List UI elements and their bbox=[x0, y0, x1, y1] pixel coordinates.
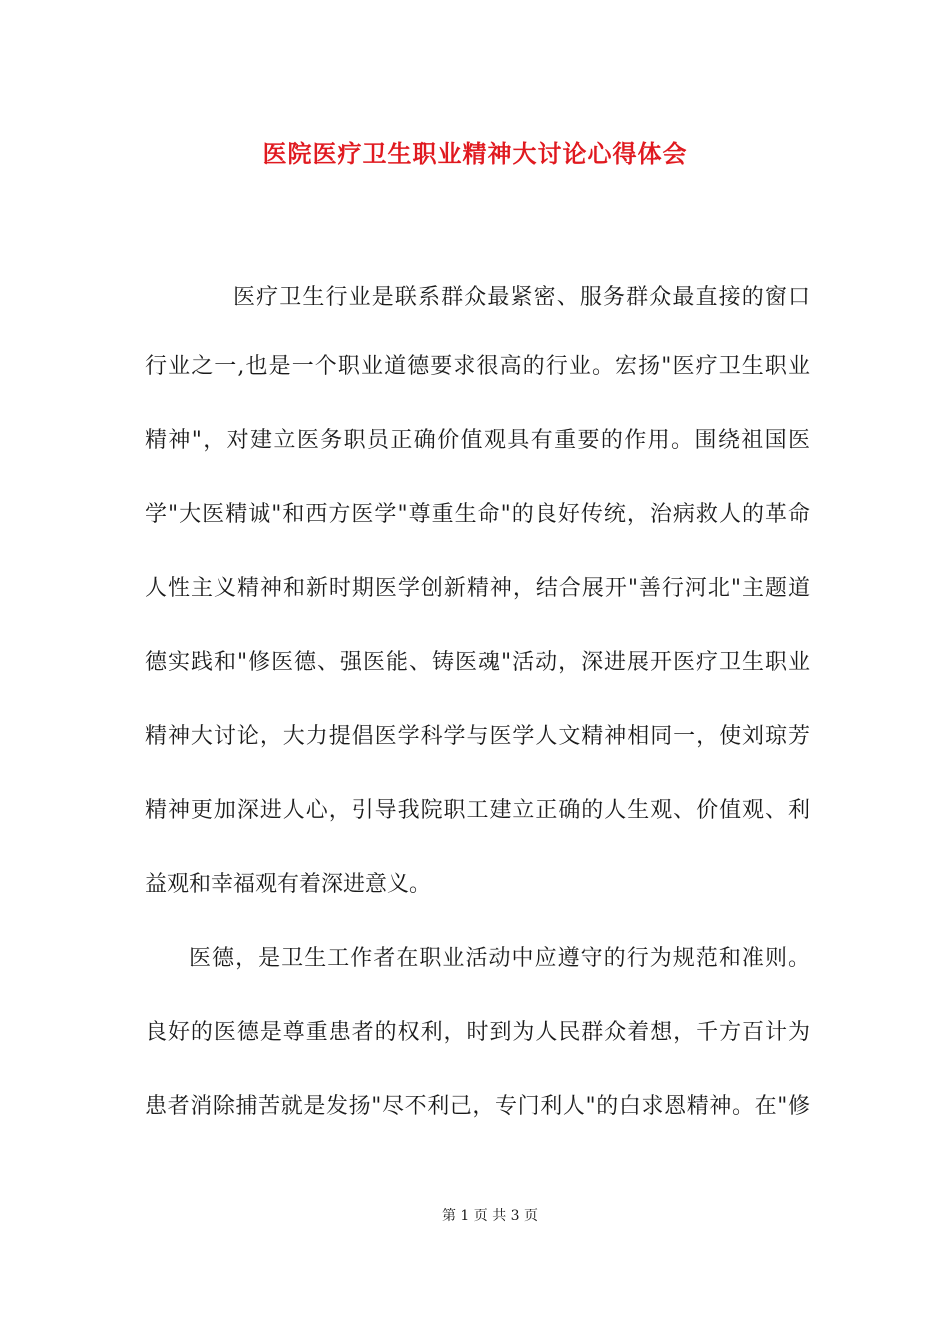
paragraph-line: 德实践和"修医德、强医能、铸医魂"活动，深进展开医疗卫生职业 bbox=[145, 650, 810, 675]
paragraph-line: 医德，是卫生工作者在职业活动中应遵守的行为规范和准则。 bbox=[189, 946, 810, 971]
paragraph-line: 行业之一,也是一个职业道德要求很高的行业。宏扬"医疗卫生职业 bbox=[145, 354, 810, 379]
paragraph-line: 医疗卫生行业是联系群众最紧密、服务群众最直接的窗口 bbox=[233, 285, 810, 310]
document-title: 医院医疗卫生职业精神大讨论心得体会 bbox=[262, 139, 688, 168]
paragraph-line: 精神大讨论，大力提倡医学科学与医学人文精神相同一，使刘琼芳 bbox=[145, 724, 810, 749]
paragraph-line: 学"大医精诚"和西方医学"尊重生命"的良好传统，治病救人的革命 bbox=[145, 502, 810, 527]
paragraph-line: 良好的医德是尊重患者的权利，时到为人民群众着想，千方百计为 bbox=[145, 1020, 810, 1045]
paragraph-line: 精神更加深进人心，引导我院职工建立正确的人生观、价值观、利 bbox=[145, 798, 810, 823]
paragraph-line: 患者消除捕苦就是发扬"尽不利己，专门利人"的白求恩精神。在"修 bbox=[145, 1094, 810, 1119]
paragraph-line: 人性主义精神和新时期医学创新精神，结合展开"善行河北"主题道 bbox=[145, 576, 810, 601]
page-number: 第 1 页 共 3 页 bbox=[441, 1208, 539, 1224]
paragraph-line: 精神"，对建立医务职员正确价值观具有重要的作用。围绕祖国医 bbox=[145, 428, 810, 453]
paragraph-line: 益观和幸福观有着深进意义。 bbox=[145, 872, 432, 897]
